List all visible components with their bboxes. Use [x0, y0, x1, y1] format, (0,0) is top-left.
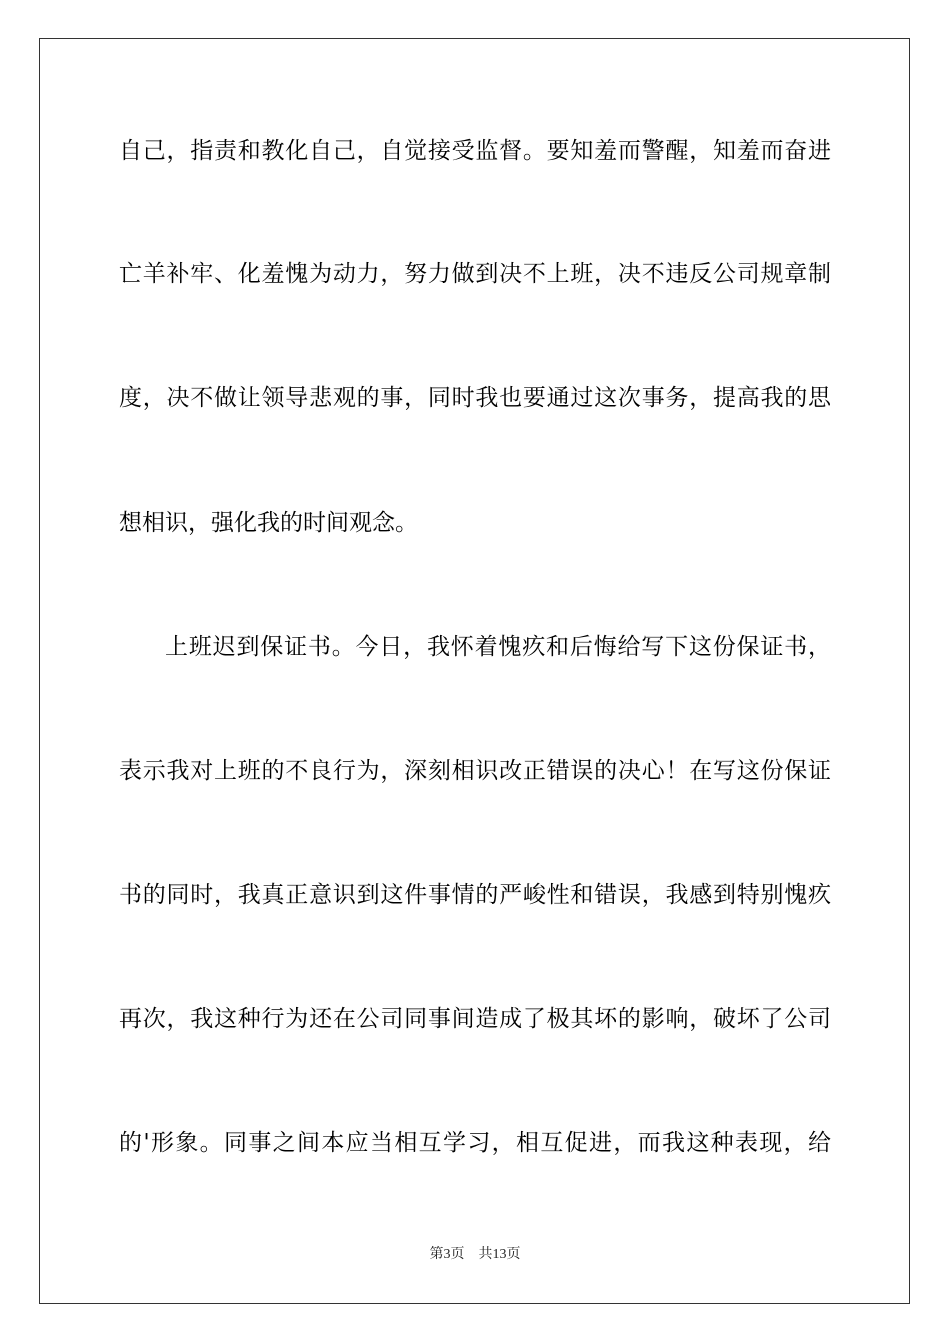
paragraph-first-line: 上班迟到保证书。今日，我怀着愧疚和后悔给写下这份保证书，: [165, 634, 831, 660]
body-text-line: 度，决不做让领导悲观的事，同时我也要通过这次事务，提高我的思: [119, 385, 831, 411]
page-footer: [0, 1246, 950, 1264]
body-text-line: 的'形象。同事之间本应当相互学习，相互促进，而我这种表现，给: [119, 1130, 831, 1156]
page-total: 共13页: [478, 1247, 521, 1262]
body-text-line: 书的同时，我真正意识到这件事情的严峻性和错误，我感到特别愧疚: [119, 882, 831, 908]
body-text-line: 表示我对上班的不良行为，深刻相识改正错误的决心！在写这份保证: [119, 758, 831, 784]
body-text-line: 自己，指责和教化自己，自觉接受监督。要知羞而警醒，知羞而奋进: [119, 138, 831, 164]
body-text-line: 亡羊补牢、化羞愧为动力，努力做到决不上班，决不违反公司规章制: [119, 261, 831, 287]
body-text-line: 再次，我这种行为还在公司同事间造成了极其坏的影响，破坏了公司: [119, 1006, 831, 1032]
page-number: 第3页: [429, 1247, 465, 1262]
page-frame: [39, 38, 910, 1304]
body-text-line: 想相识，强化我的时间观念。: [119, 510, 418, 536]
